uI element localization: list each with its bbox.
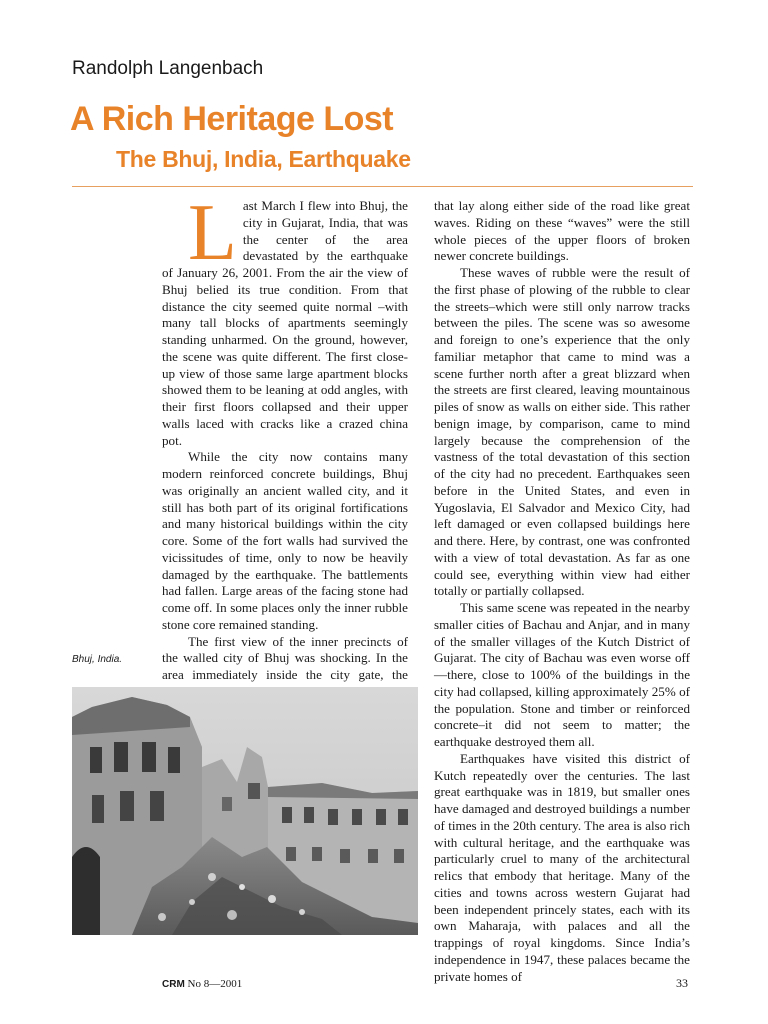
paragraph-7: Earthquakes have visited this district of Kutch repeatedly over the centuries. The last great earthquake was in 1819, but smaller ones have damaged and destroyed buildings a number of times in the 20th century. The area is also rich with cultural heritage, and the earthquake was particularly cruel to many of the architectural relics that embody that heritage. Many of the cities and towns across western Gujarat had been independent princely states, each with its own Maharaja, with palaces and all the trappings of royal kingdoms. Since India’s independence in 1947, these palaces became the private homes of bbox=[434, 750, 690, 984]
earthquake-damage-photo bbox=[72, 687, 418, 935]
paragraph-3: The first view of the inner precincts of the walled city of Bhuj was shocking. In the area immediately inside the city gate, the bbox=[162, 633, 408, 682]
text-column-2 bbox=[434, 198, 690, 985]
footer-journal bbox=[162, 978, 242, 990]
author-name: Randolph Langenbach bbox=[72, 58, 264, 79]
drop-cap: L bbox=[188, 189, 237, 277]
damaged-buildings-image bbox=[72, 687, 418, 935]
paragraph-2: While the city now contains many modern reinforced concrete buildings, Bhuj was originally an ancient walled city, and it still has both part of its original fortifications and many historical buildings within the city core. Some of the fort walls had survived the vicissitudes of time, only to now be heavily damaged by the earthquake. The battlements had fallen. Large areas of the facing stone had come off. In some places only the inner rubble stone core remained standing. bbox=[162, 449, 408, 632]
text-column-1 bbox=[162, 189, 408, 717]
journal-name: CRM bbox=[162, 979, 185, 990]
photo-caption: Bhuj, India. bbox=[72, 654, 123, 665]
paragraph-1-text: ast March I flew into Bhuj, the city in Gujarat, India, that was the center of the area devastated by the earthquake of January 26, 2001. From the air the view of Bhuj belied its true condition. From that distance the city seemed quite normal –with many tall blocks of apartments seemingly standing unharmed. On the ground, however, the scene was quite different. The first close-up view of those same large apartment blocks showed them to be leaning at odd angles, with their first floors collapsed and their upper walls laced with cracks like a crazed china pot. bbox=[162, 198, 408, 448]
page-number: 33 bbox=[676, 976, 688, 990]
paragraph-5: These waves of rubble were the result of the first phase of plowing of the rubble to clear the streets–which were still only narrow tracks between the piles. The scene was so awesome and foreign to one’s experience that the only familiar metaphor that came to mind was a scene further north after a great blizzard when the streets are first cleared, leaving mountainous piles of snow as walls on either side. This rather benign image, by comparison, came to mind largely because the comprehension of the vastness of the total devastation of this section of the city had no precedent. Earthquakes seen before in the United States, and even in Yugoslavia, El Salvador and Mexico City, had left damaged or even collapsed buildings here and there. Here, by contrast, one was confronted with a view of total devastation. As far as one could see, everything within view had either totally or partially collapsed. bbox=[434, 265, 690, 599]
article-subtitle: The Bhuj, India, Earthquake bbox=[116, 146, 411, 172]
paragraph-1 bbox=[162, 189, 408, 449]
paragraph-6: This same scene was repeated in the nearby smaller cities of Bachau and Anjar, and in many of the smaller villages of the Kutch District of Gujarat. The city of Bachau was even worse off—there, close to 100% of the buildings in the city had collapsed, killing approximately 25% of the population. Stone and timber or reinforced concrete–it did not seem to matter; the earthquake destroyed them all. bbox=[434, 600, 690, 749]
issue-number: No 8—2001 bbox=[187, 978, 243, 990]
article-title: A Rich Heritage Lost bbox=[70, 100, 394, 138]
header-rule bbox=[72, 186, 693, 187]
paragraph-4: that lay along either side of the road like great waves. Riding on these “waves” were the still whole pieces of the upper floors of broken newer concrete buildings. bbox=[434, 198, 690, 264]
